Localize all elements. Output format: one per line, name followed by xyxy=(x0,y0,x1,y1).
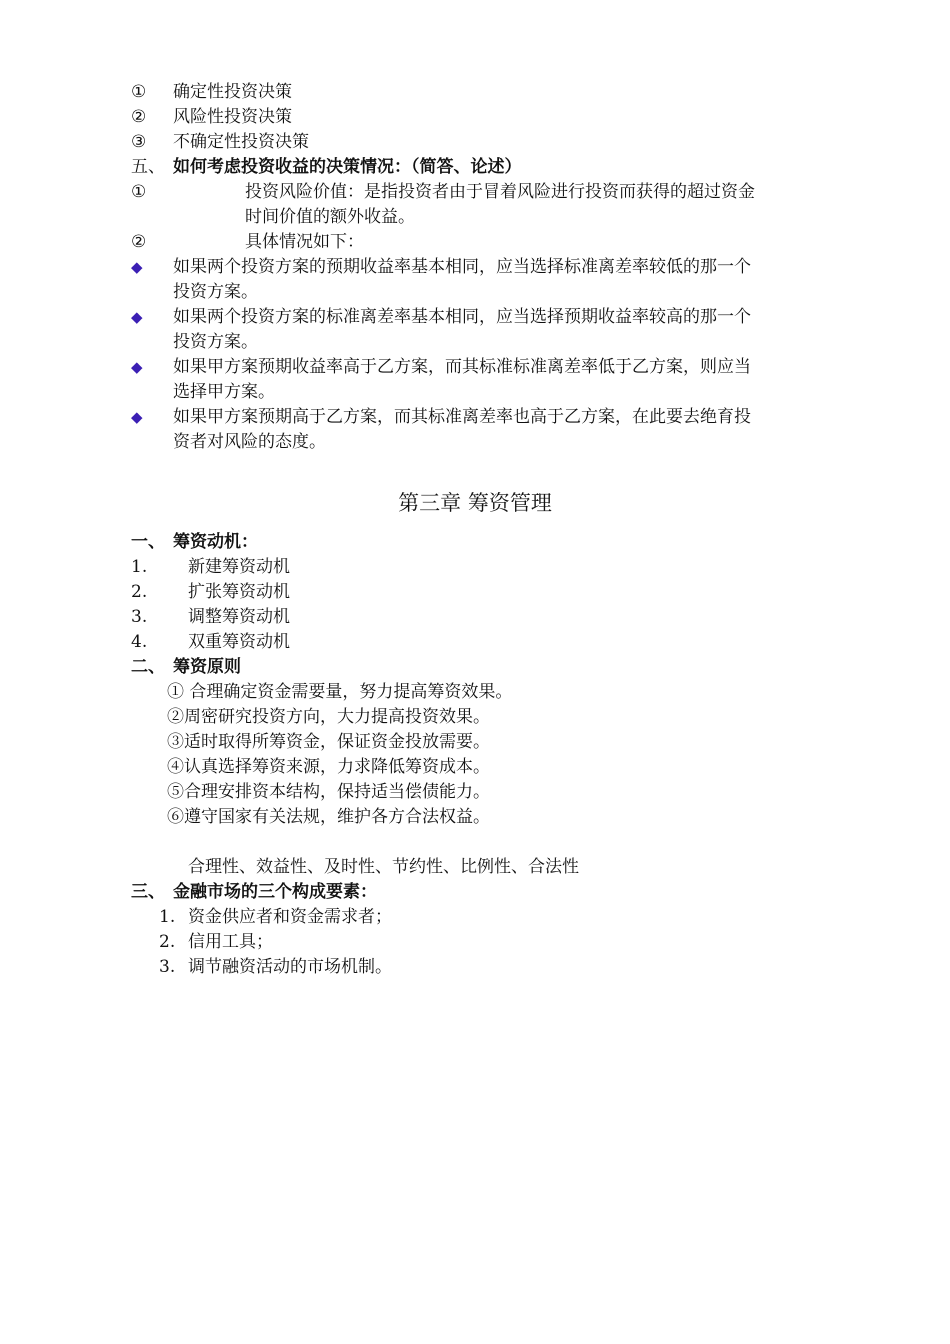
item-number: ③ xyxy=(131,132,147,152)
bullet-text: 投资方案。 xyxy=(173,332,258,352)
item-text: 时间价值的额外收益。 xyxy=(245,207,415,227)
section-number: 二、 xyxy=(131,657,165,677)
bullet-text: 资者对风险的态度。 xyxy=(173,432,326,452)
principle-text: ④认真选择筹资来源，力求降低筹资成本。 xyxy=(167,757,490,777)
item-text: 投资风险价值：是指投资者由于冒着风险进行投资而获得的超过资金 xyxy=(245,182,755,202)
item-number: ② xyxy=(131,232,147,252)
section-title: 如何考虑投资收益的决策情况：（简答、论述） xyxy=(173,157,522,177)
principle-text: ③适时取得所筹资金，保证资金投放需要。 xyxy=(167,732,490,752)
principle-text: ⑤合理安排资本结构，保持适当偿债能力。 xyxy=(167,782,490,802)
diamond-bullet-icon: ◆ xyxy=(131,358,143,376)
section-number: 一、 xyxy=(131,532,165,552)
bullet-text: 投资方案。 xyxy=(173,282,258,302)
diamond-bullet-icon: ◆ xyxy=(131,258,143,276)
item-text: 信用工具； xyxy=(188,932,273,952)
item-number: 3. xyxy=(159,957,176,977)
section-number: 五、 xyxy=(131,157,165,177)
section-title: 筹资原则 xyxy=(173,657,241,677)
section-number: 三、 xyxy=(131,882,165,902)
item-text: 新建筹资动机 xyxy=(188,557,290,577)
chapter-title: 第三章 筹资管理 xyxy=(398,491,552,515)
item-text: 资金供应者和资金需求者； xyxy=(188,907,392,927)
item-text: 风险性投资决策 xyxy=(173,107,292,127)
item-number: ② xyxy=(131,107,147,127)
item-text: 不确定性投资决策 xyxy=(173,132,309,152)
principle-text: ⑥遵守国家有关法规，维护各方合法权益。 xyxy=(167,807,490,827)
item-number: 3. xyxy=(131,607,148,627)
item-text: 调节融资活动的市场机制。 xyxy=(188,957,392,977)
item-text: 具体情况如下： xyxy=(245,232,364,252)
item-number: 1. xyxy=(131,557,148,577)
item-number: 2. xyxy=(131,582,148,602)
bullet-text: 如果甲方案预期收益率高于乙方案，而其标准标准离差率低于乙方案，则应当 xyxy=(173,357,751,377)
diamond-bullet-icon: ◆ xyxy=(131,408,143,426)
principle-text: ① 合理确定资金需要量，努力提高筹资效果。 xyxy=(167,682,513,702)
item-number: 1. xyxy=(159,907,176,927)
principle-text: ②周密研究投资方向，大力提高投资效果。 xyxy=(167,707,490,727)
item-number: 2. xyxy=(159,932,176,952)
bullet-text: 如果甲方案预期高于乙方案，而其标准离差率也高于乙方案，在此要去绝育投 xyxy=(173,407,751,427)
item-text: 扩张筹资动机 xyxy=(188,582,290,602)
item-number: ① xyxy=(131,82,147,102)
diamond-bullet-icon: ◆ xyxy=(131,308,143,326)
summary-text: 合理性、效益性、及时性、节约性、比例性、合法性 xyxy=(188,857,579,877)
item-text: 确定性投资决策 xyxy=(173,82,292,102)
item-text: 调整筹资动机 xyxy=(188,607,290,627)
bullet-text: 选择甲方案。 xyxy=(173,382,275,402)
bullet-text: 如果两个投资方案的预期收益率基本相同，应当选择标准离差率较低的那一个 xyxy=(173,257,751,277)
item-text: 双重筹资动机 xyxy=(188,632,290,652)
bullet-text: 如果两个投资方案的标准离差率基本相同，应当选择预期收益率较高的那一个 xyxy=(173,307,751,327)
section-title: 筹资动机： xyxy=(173,532,258,552)
section-title: 金融市场的三个构成要素： xyxy=(173,882,377,902)
item-number: 4. xyxy=(131,632,148,652)
item-number: ① xyxy=(131,182,147,202)
